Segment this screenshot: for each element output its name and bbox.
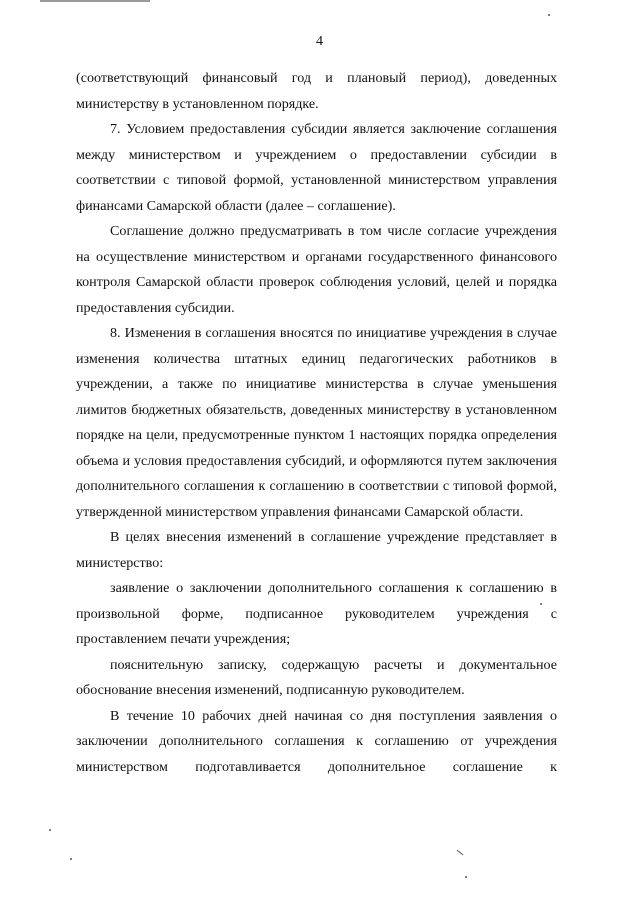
paragraph-item-8: 8. Изменения в соглашения вносятся по инициативе учреждения в случае изменения количества штатных единиц педагогических работников в учреждении, а также по инициативе министерства в случае уменьшения лимитов бюджетных обязательств, доведенных министерству в установленном порядке на цели, предусмотренные пунктом 1 настоящих порядка определения объема и условия предоставления субсидий, и оформляются путем заключения дополнительного соглашения к соглашению в соответствии с типовой формой, утвержденной министерством управления финансами Самарской области.: [76, 325, 557, 520]
paragraph-explanatory-note: пояснительную записку, содержащую расчеты и документальное обоснование внесения изменений, подписанную руководителем.: [76, 656, 557, 698]
paragraph-documents-intro: В целях внесения изменений в соглашение учреждение представляет в министерство:: [76, 529, 557, 571]
paragraph-processing-period: В течение 10 рабочих дней начиная со дня поступления заявления о заключении дополнительного соглашения к соглашению от учреждения министерством подготавливается дополнительное соглашение к: [76, 707, 557, 775]
scan-speck: [49, 829, 51, 831]
scan-speck: [548, 14, 550, 16]
document-body: [76, 66, 557, 780]
scan-speck: [457, 850, 464, 856]
paragraph-agreement-terms: Соглашение должно предусматривать в том числе согласие учреждения на осуществление министерством и органами государственного финансового контроля Самарской области проверок соблюдения условий, целей и порядка предоставления субсидии.: [76, 223, 557, 316]
paragraph-application: заявление о заключении дополнительного соглашения к соглашению в произвольной форме, подписанное руководителем учреждения с проставлением печати учреждения;: [76, 580, 557, 647]
page-number: 4: [316, 34, 323, 49]
paragraph-continuation: (соответствующий финансовый год и плановый период), доведенных министерству в установленном порядке.: [76, 70, 557, 112]
paragraph-item-7: 7. Условием предоставления субсидии является заключение соглашения между министерством и учреждением о предоставлении субсидии в соответствии с типовой формой, установленной министерством управления финансами Самарской области (далее – соглашение).: [76, 121, 557, 214]
scan-edge-mark: [40, 0, 150, 2]
scan-speck: [70, 858, 72, 860]
scan-speck: [465, 876, 467, 878]
scan-speck: [540, 603, 542, 605]
